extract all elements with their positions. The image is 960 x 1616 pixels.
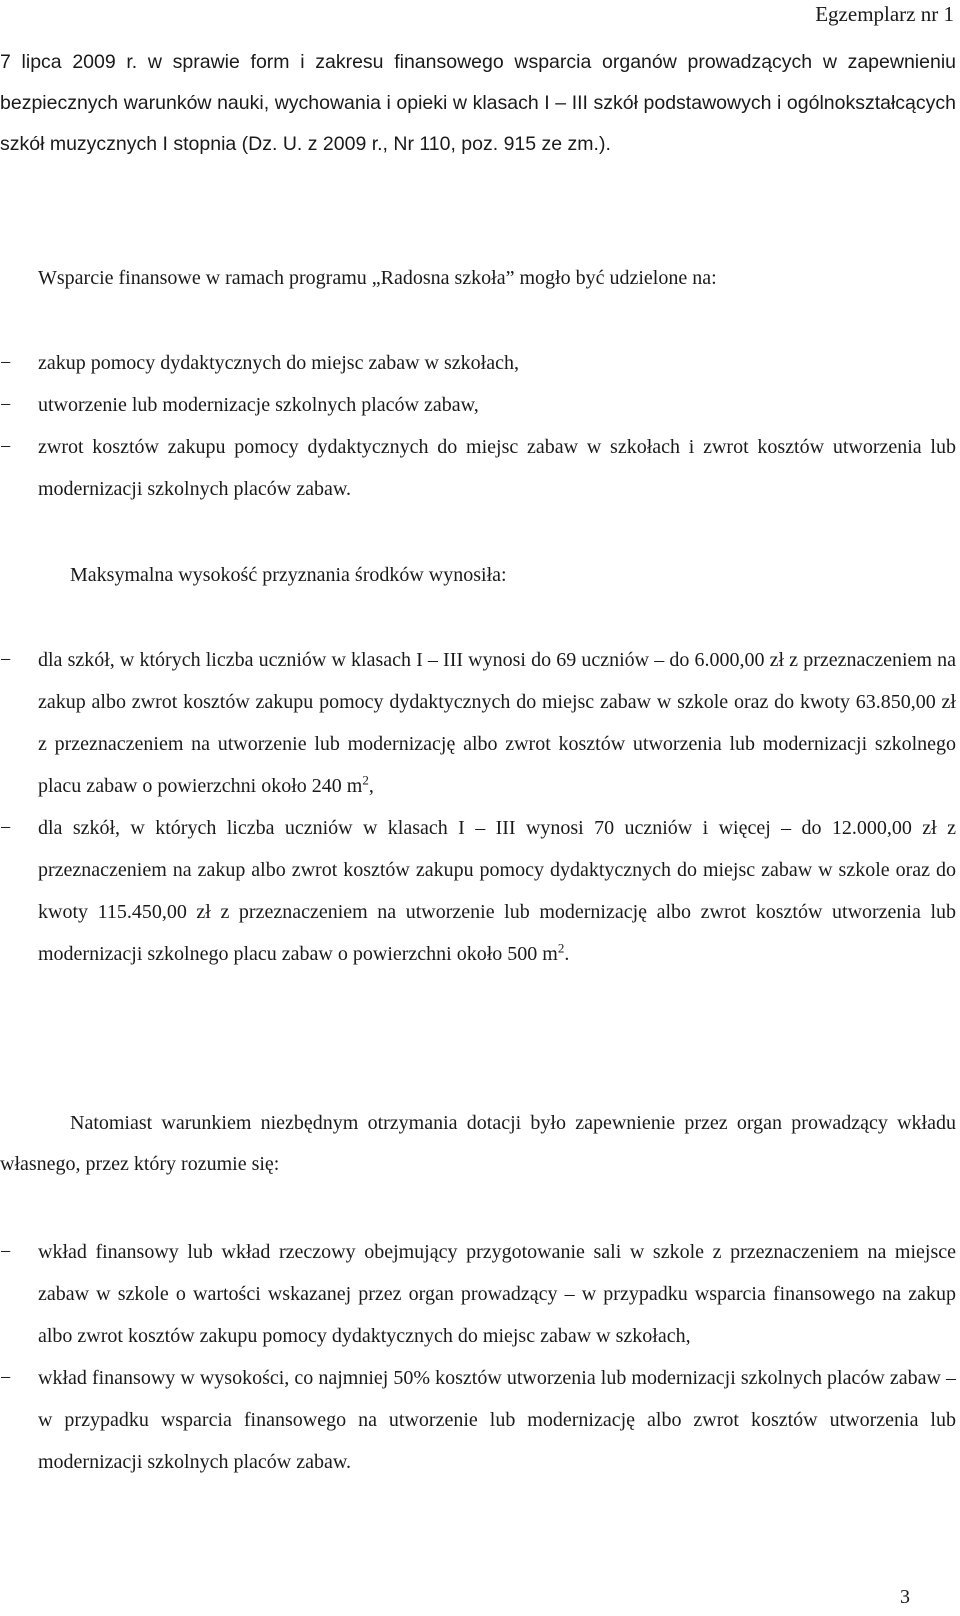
- dash-bullet: −: [0, 352, 12, 374]
- intro-paragraph: 7 lipca 2009 r. w sprawie form i zakresu finansowego wsparcia organów prowadzących w zapewnieniu bezpiecznych warunków nauki, wychowania i opieki w klasach I – III szkół podstawowych i ogólnokształcących szkół muzycznych I stopnia (Dz. U. z 2009 r., Nr 110, poz. 915 ze zm.).: [0, 51, 956, 155]
- dash-bullet: −: [0, 436, 12, 458]
- list-item: [0, 807, 956, 975]
- list-item-text: wkład finansowy w wysokości, co najmniej 50% kosztów utworzenia lub modernizacji szkolnych placów zabaw – w przypadku wsparcia finansowego na utworzenie lub modernizację albo zwrot kosztów utworzenia lub modernizacji szkolnych placów zabaw.: [38, 1367, 956, 1473]
- support-heading: Wsparcie finansowe w ramach programu „Radosna szkoła” mogło być udzielone na:: [38, 267, 717, 289]
- list-item: [0, 639, 956, 807]
- dash-bullet: −: [0, 1241, 12, 1263]
- dash-bullet: −: [0, 394, 12, 416]
- list-item-text: utworzenie lub modernizacje szkolnych placów zabaw,: [38, 394, 479, 416]
- superscript: 2: [557, 940, 565, 956]
- copy-number-label: Egzemplarz nr 1: [815, 2, 954, 26]
- list-item-text: wkład finansowy lub wkład rzeczowy obejmujący przygotowanie sali w szkole z przeznaczeniem na miejsce zabaw w szkole o wartości wskazanej przez organ prowadzący – w przypadku wsparcia finansowego na zakup albo zwrot kosztów zakupu pomocy dydaktycznych do miejsc zabaw w szkołach,: [38, 1241, 956, 1347]
- list-item: [0, 1357, 956, 1483]
- list-item: [0, 384, 956, 426]
- list-item-tail: ,: [368, 775, 374, 797]
- list-item: [0, 342, 956, 384]
- dash-bullet: −: [0, 1367, 12, 1389]
- condition-list: [0, 1231, 956, 1483]
- list-item-text: dla szkół, w których liczba uczniów w klasach I – III wynosi 70 uczniów i więcej – do 12.000,00 zł z przeznaczeniem na zakup albo zwrot kosztów zakupu pomocy dydaktycznych do miejsc zabaw w szkole oraz do kwoty 115.450,00 zł z przeznaczeniem na utworzenie lub modernizację albo zwrot kosztów utworzenia lub modernizacji szkolnego placu zabaw o powierzchni około 500 m: [38, 817, 956, 965]
- superscript: 2: [362, 772, 369, 788]
- list-item-text: dla szkół, w których liczba uczniów w klasach I – III wynosi do 69 uczniów – do 6.000,00 zł z przeznaczeniem na zakup albo zwrot kosztów zakupu pomocy dydaktycznych do miejsc zabaw w szkole oraz do kwoty 63.850,00 zł z przeznaczeniem na utworzenie lub modernizację albo zwrot kosztów utworzenia lub modernizacji szkolnego placu zabaw o powierzchni około 240 m: [38, 649, 956, 797]
- dash-bullet: −: [0, 649, 12, 671]
- list-item: [0, 426, 956, 510]
- max-amount-heading: Maksymalna wysokość przyznania środków wynosiła:: [70, 564, 507, 586]
- dash-bullet: −: [0, 817, 12, 839]
- support-list: [0, 342, 956, 510]
- condition-paragraph: Natomiast warunkiem niezbędnym otrzymania dotacji było zapewnienie przez organ prowadzący wkładu własnego, przez który rozumie się:: [0, 1112, 956, 1175]
- list-item-text: zakup pomocy dydaktycznych do miejsc zabaw w szkołach,: [38, 352, 519, 374]
- max-amount-list: [0, 639, 956, 975]
- list-item-tail: .: [564, 943, 570, 965]
- list-item: [0, 1231, 956, 1357]
- list-item-text: zwrot kosztów zakupu pomocy dydaktycznych do miejsc zabaw w szkołach i zwrot kosztów utworzenia lub modernizacji szkolnych placów zabaw.: [38, 436, 956, 500]
- page-number: 3: [900, 1586, 910, 1608]
